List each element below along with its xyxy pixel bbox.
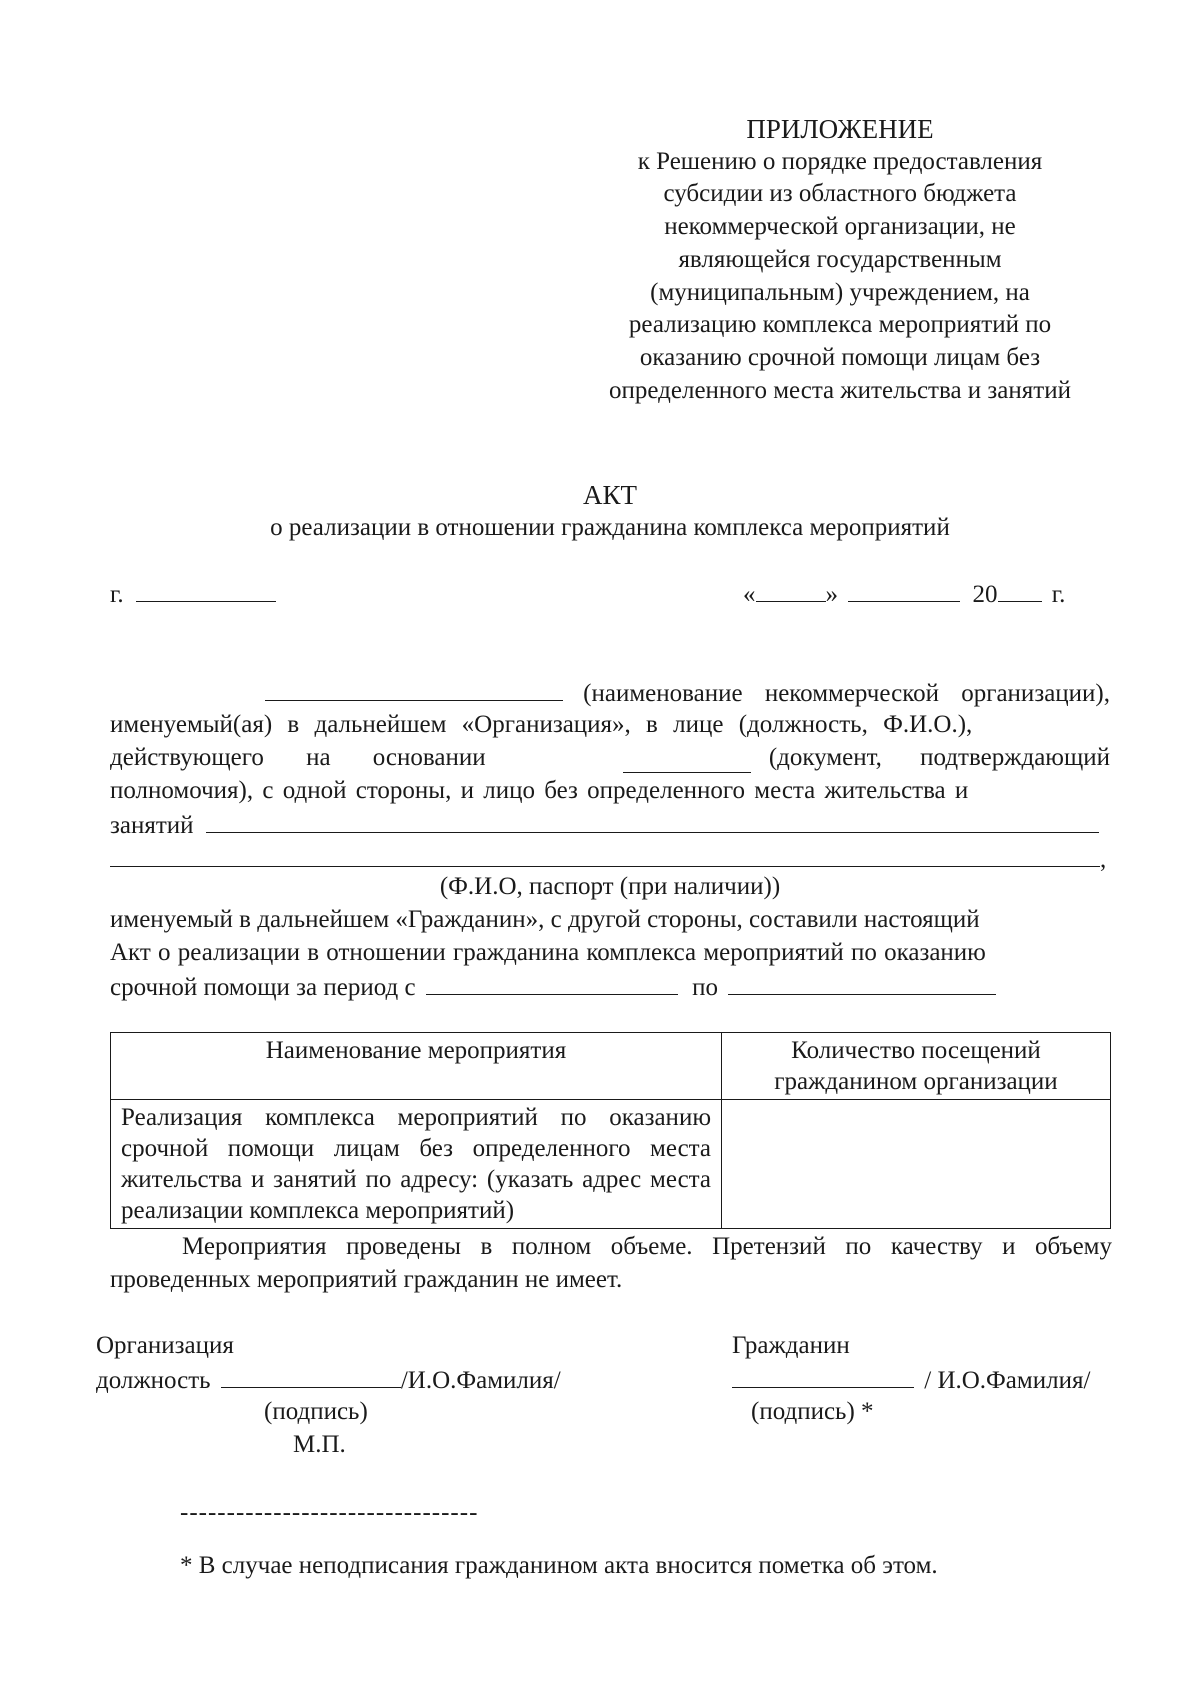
month-blank[interactable] [848, 577, 960, 602]
act-text-line: Акт о реализации в отношении гражданина комплекса мероприятий по оказанию [110, 939, 986, 966]
citizen-label: Гражданин [732, 1332, 850, 1359]
fio-caption: (Ф.И.О, паспорт (при наличии)) [439, 873, 781, 900]
citizen-name-blank[interactable] [206, 808, 1099, 833]
visit-count-cell[interactable] [722, 1100, 1111, 1229]
org-label: Организация [96, 1332, 234, 1359]
day-blank[interactable] [756, 577, 826, 602]
org-name-line [110, 676, 1110, 710]
activity-name-cell: Реализация комплекса мероприятий по оказанию срочной помощи лицам без определенного места жительства и занятий по адресу: (указать адрес места реализации комплекса мероприятий) [111, 1100, 722, 1229]
stamp-label: М.П. [293, 1431, 346, 1458]
org-signature-blank[interactable] [221, 1363, 401, 1388]
footnote-separator: -------------------------------- [180, 1499, 479, 1526]
org-signature-line [96, 1363, 561, 1397]
appendix-line: реализацию комплекса мероприятий по [628, 311, 1052, 339]
appendix-line: являющейся государственным [678, 245, 1002, 273]
header-visit-count: Количество посещений гражданином организации [722, 1033, 1111, 1100]
position-label: должность [96, 1366, 211, 1394]
org-name-placeholder: /И.О.Фамилия/ [400, 1366, 561, 1394]
document-hint: (документ, подтверждающий [768, 744, 1110, 771]
named-as-line: именуемый(ая) в дальнейшем «Организация», в лице (должность, Ф.И.О.), [110, 711, 973, 738]
appendix-line: оказанию срочной помощи лицам без [639, 343, 1041, 371]
citizen-signature-caption: (подпись) * [751, 1398, 874, 1425]
act-title: АКТ [583, 480, 637, 510]
table-row [111, 1100, 1111, 1229]
citizen-signature-line [732, 1363, 1090, 1397]
appendix-line: некоммерческой организации, не [664, 213, 1016, 241]
powers-line: полномочия), с одной стороны, и лицо без определенного места жительства и [110, 777, 969, 804]
citizen-name-placeholder: / И.О.Фамилия/ [924, 1366, 1091, 1394]
appendix-line: субсидии из областного бюджета [663, 180, 1017, 208]
city-prefix: г. [110, 580, 124, 608]
appendix-block [575, 113, 1105, 407]
period-from-label: срочной помощи за период с [110, 973, 416, 1001]
acting-on-line [110, 742, 1110, 775]
appendix-line: определенного места жительства и занятий [609, 376, 1071, 404]
footnote-text: * В случае неподписания гражданином акта вносится пометка об этом. [180, 1552, 938, 1579]
date-close-quote: » [825, 580, 838, 608]
city-blank[interactable] [136, 577, 276, 602]
citizen-signature-blank[interactable] [732, 1363, 914, 1388]
appendix-line: (муниципальным) учреждением, на [650, 278, 1030, 306]
conclusion-text: Мероприятия проведены в полном объеме. Претензий по качеству и объему проведенных мероприятий гражданин не имеет. [110, 1233, 1112, 1293]
org-name-hint: (наименование некоммерческой организации), [583, 679, 1110, 707]
appendix-heading: ПРИЛОЖЕНИЕ [746, 114, 934, 144]
year-prefix: 20 [972, 580, 998, 608]
period-line [110, 970, 1110, 1004]
org-name-blank[interactable] [265, 676, 563, 701]
org-signature-caption: (подпись) [264, 1398, 368, 1425]
occupation-line [110, 808, 1110, 842]
year-blank[interactable] [998, 577, 1042, 602]
trailing-comma: , [1100, 846, 1107, 873]
occupation-label: занятий [110, 811, 194, 839]
header-activity-name: Наименование мероприятия [111, 1033, 722, 1100]
period-to-label: по [692, 973, 718, 1001]
act-subtitle: о реализации в отношении гражданина комплекса мероприятий [270, 514, 950, 541]
date-field [743, 577, 1065, 611]
activities-table [110, 1032, 1111, 1229]
period-from-blank[interactable] [426, 970, 678, 995]
citizen-passport-blank[interactable] [110, 850, 1100, 867]
acting-on-text: действующего на основании [110, 744, 486, 771]
appendix-line: к Решению о порядке предоставления [637, 147, 1043, 175]
period-to-blank[interactable] [728, 970, 996, 995]
city-field [110, 577, 276, 611]
date-open-quote: « [743, 580, 756, 608]
basis-document-blank[interactable] [623, 748, 751, 773]
citizen-named-line: именуемый в дальнейшем «Гражданин», с другой стороны, составили настоящий [110, 906, 980, 933]
year-suffix: г. [1051, 580, 1066, 608]
table-header-row [111, 1033, 1111, 1100]
